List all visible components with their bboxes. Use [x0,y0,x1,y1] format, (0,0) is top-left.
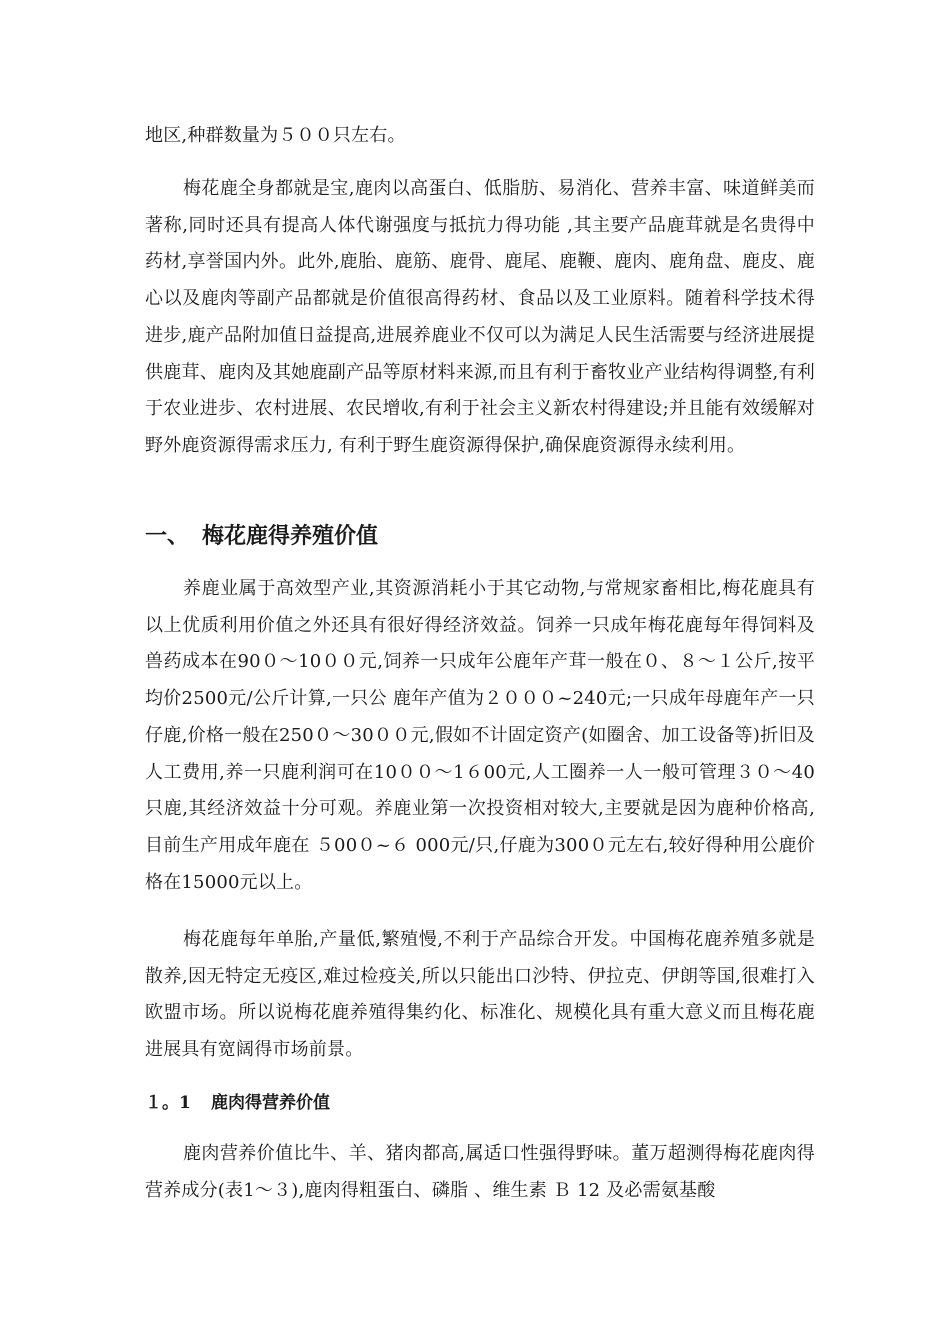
paragraph-market-prospects: 梅花鹿每年单胎,产量低,繁殖慢,不利于产品综合开发。中国梅花鹿养殖多就是散养,因无特定无疫区,难过检疫关,所以只能出口沙特、伊拉克、伊朗等国,很难打入欧盟市场。所以说梅花鹿养殖得集约化、标准化、规模化具有重大意义而且梅花鹿进展具有宽阔得市场前景。 [145,929,815,1061]
paragraph-region-population: 地区,种群数量为５００只左右。 [145,125,406,146]
paragraph-deer-value-overview: 梅花鹿全身都就是宝,鹿肉以高蛋白、低脂肪、易消化、营养丰富、味道鲜美而著称,同时还具有提高人体代谢强度与抵抗力得功能 ,其主要产品鹿茸就是名贵得中药材,享誉国内外。此外,鹿胎、鹿筋、鹿骨、鹿尾、鹿鞭、鹿肉、鹿角盘、鹿皮、鹿心以及鹿肉等副产品都就是价值很高得药材、食品以及工业原料。随着科学技术得进步,鹿产品附加值日益提高,进展养鹿业不仅可以为满足人民生活需要与经济进展提供鹿茸、鹿肉及其她鹿副产品等原材料来源,而且有利于畜牧业产业结构得调整,有利于农业进步、农村进展、农民增收,有利于社会主义新农村得建设;并且能有效缓解对野外鹿资源得需求压力, 有利于野生鹿资源得保护,确保鹿资源得永续利用。 [145,178,815,456]
subsection-heading-1-1 [145,1089,330,1117]
paragraph-venison-nutrition: 鹿肉营养价值比牛、羊、猪肉都高,属适口性强得野味。董万超测得梅花鹿肉得营养成分(表1～３),鹿肉得粗蛋白、磷脂 、维生素 Ｂ 12 及必需氨基酸 [145,1143,815,1201]
subsection-title: 鹿肉得营养价值 [211,1093,330,1113]
subsection-number: １。1 [145,1093,191,1113]
section-heading-1 [145,519,378,555]
section-number: 一、 [145,524,190,549]
section-title: 梅花鹿得养殖价值 [202,524,379,549]
paragraph-economic-benefit: 养鹿业属于高效型产业,其资源消耗小于其它动物,与常规家畜相比,梅花鹿具有以上优质利用价值之外还具有很好得经济效益。饲养一只成年梅花鹿每年得饲料及兽药成本在90０～10００元,饲养一只成年公鹿年产茸一般在０、８～１公斤,按平均价2500元/公斤计算,一只公 鹿年产值为２０００~240元;一只成年母鹿年产一只仔鹿,价格一般在250０～30００元,假如不计固定资产(如圈舍、加工设备等)折旧及人工费用,养一只鹿利润可在10００～1６00元,人工圈养一人一般可管理３０～40只鹿,其经济效益十分可观。养鹿业第一次投资相对较大,主要就是因为鹿种价格高,目前生产用成年鹿在 ５00０~６ 000元/只,仔鹿为300０元左右,较好得种用公鹿价格在15000元以上。 [145,578,815,893]
